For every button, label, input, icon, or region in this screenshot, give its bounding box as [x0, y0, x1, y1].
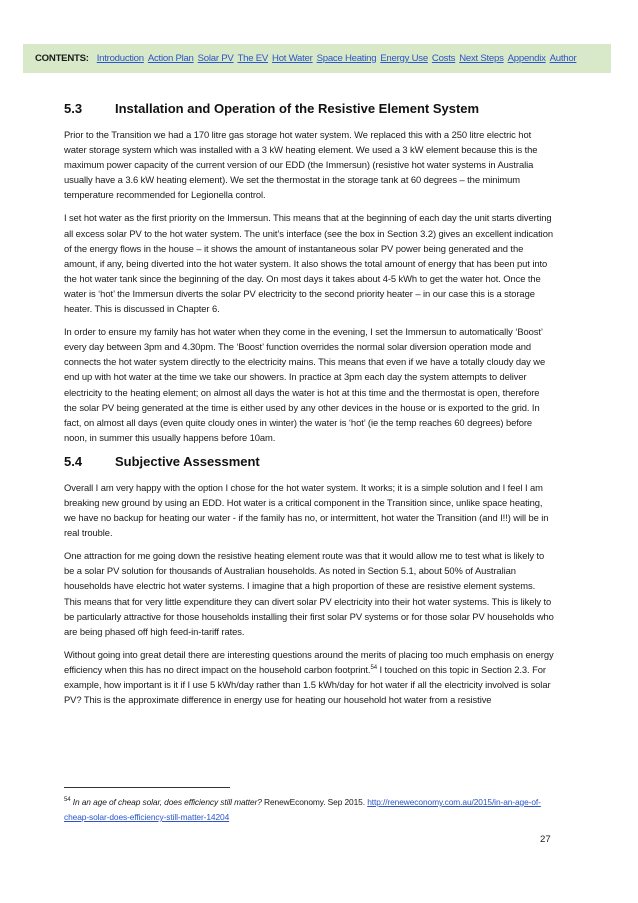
nav-link-appendix[interactable]: Appendix — [507, 53, 546, 64]
nav-link-next-steps[interactable]: Next Steps — [459, 53, 504, 64]
section-heading-5-4 — [64, 453, 554, 471]
nav-link-the-ev[interactable]: The EV — [237, 53, 269, 64]
footnote-divider — [64, 787, 230, 788]
page-body — [64, 100, 554, 715]
footnote-title: In an age of cheap solar, does efficiency still matter? — [72, 797, 262, 807]
nav-link-costs[interactable]: Costs — [431, 53, 456, 64]
nav-link-introduction[interactable]: Introduction — [96, 53, 144, 64]
section-title: Installation and Operation of the Resistive Element System — [115, 101, 480, 116]
paragraph-text: Without going into great detail there are interesting questions around the merits of placing too much emphasis on energy efficiency when this has no direct impact on the household carbon footprint. — [64, 648, 554, 675]
footnote-number: 54 — [64, 797, 71, 803]
contents-label: CONTENTS: — [35, 53, 89, 64]
nav-link-action-plan[interactable]: Action Plan — [147, 53, 194, 64]
paragraph: In order to ensure my family has hot water when they come in the evening, I set the Immersun to automatically ‘Boost’ every day between 3pm and 4.30pm. The ‘Boost’ function overrides the normal solar diversion operation mode and connects the hot water system directly to the electricity mains. This means that even if we have a totally cloudy day we end up with hot water at the time we take our showers. In practice at 3pm each day the system attempts to deliver electricity to the heating element; on almost all days the water is hot at this time and the thermostat is open, therefore the solar PV being generated at the time is either used by any other devices in the house or is exported to the grid. In fact, on almost all days (even quite cloudy ones in winter) the water is ‘hot’ (ie the temp reaches 60 degrees) before noon, in summer this usually happens before 10am. — [64, 326, 546, 443]
section-heading-5-3 — [64, 100, 554, 118]
contents-nav — [23, 44, 611, 73]
nav-link-energy-use[interactable]: Energy Use — [380, 53, 428, 64]
paragraph: One attraction for me going down the resistive heating element route was that it would allow me to test what is likely to be a solar PV solution for thousands of Australian households. As noted in Section 5.1, about 50% of Australian households have electric hot water systems. I imagine that a high proportion of these are resistive element systems. This means that for very little expenditure they can divert solar PV electricity into their hot water systems. This is likely to be particularly attractive for those households installing their first solar PV systems or for those solar PV households who are being phased off high feed-in-tariff rates. — [64, 550, 554, 637]
paragraph: Overall I am very happy with the option I chose for the hot water system. It works; it is a simple solution and I feel I am breaking new ground by using an EDD. Hot water is a critical component in the Transition since, unlike space heating, we have no backup for heating our water - if the family has no, or intermittent, hot water the Transition (and I!!) will be in real trouble. — [64, 481, 549, 539]
nav-link-space-heating[interactable]: Space Heating — [316, 53, 377, 64]
nav-link-solar-pv[interactable]: Solar PV — [197, 53, 234, 64]
section-number: 5.3 — [64, 101, 83, 116]
paragraph-text: I touched on this topic in Section 2.3. For example, how important is it if I use 5 kWh/day rather than 1.5 kWh/day for hot water if all the electricity involved is solar PV? This is the approximate difference in energy use for heating our household hot water from a resistive — [64, 663, 551, 706]
nav-link-author[interactable]: Author — [549, 53, 577, 64]
nav-link-hot-water[interactable]: Hot Water — [272, 53, 313, 64]
section-number: 5.4 — [64, 453, 83, 469]
footnote-source: RenewEconomy. Sep 2015. — [261, 797, 368, 807]
footnote-ref[interactable]: 54 — [370, 664, 377, 671]
footnote — [64, 795, 564, 825]
footnote-link[interactable]: http://reneweconomy.com.au/2015/in-an-age-of-cheap-solar-does-efficiency-still-matter-14204 — [64, 797, 541, 822]
paragraph: Prior to the Transition we had a 170 litre gas storage hot water system. We replaced this with a 250 litre electric hot water storage system which was installed with a 3 kW heating element. We used a 3 kW element because this is the maximum power capacity of the current version of our EDD (the Immersun) (resistive hot water systems in Australia usually have a 3.6 kW heating element). We set the thermostat in the storage tank at 60 degrees – the minimum temperature recommended for Legionella control. — [64, 129, 538, 201]
page-number: 27 — [540, 834, 551, 845]
section-title: Subjective Assessment — [115, 453, 260, 469]
paragraph: I set hot water as the first priority on the Immersun. This means that at the beginning of each day the unit starts diverting all excess solar PV to the hot water system. The unit’s interface (see the box in Section 3.2) gives an excellent indication of the energy flows in the house – it shows the amount of instantaneous solar PV power being generated and the amount, if any, being diverted into the hot water system. It also shows the total amount of energy that has been put into the hot water tank since the beginning of the day. On most days it takes about 4-5 kWh to get the water hot. Once the water is ‘hot’ the Immersun diverts the solar PV electricity to the second priority heater – in our case this is a storage heater. This is discussed in Chapter 6. — [64, 212, 553, 315]
paragraph — [64, 647, 554, 707]
